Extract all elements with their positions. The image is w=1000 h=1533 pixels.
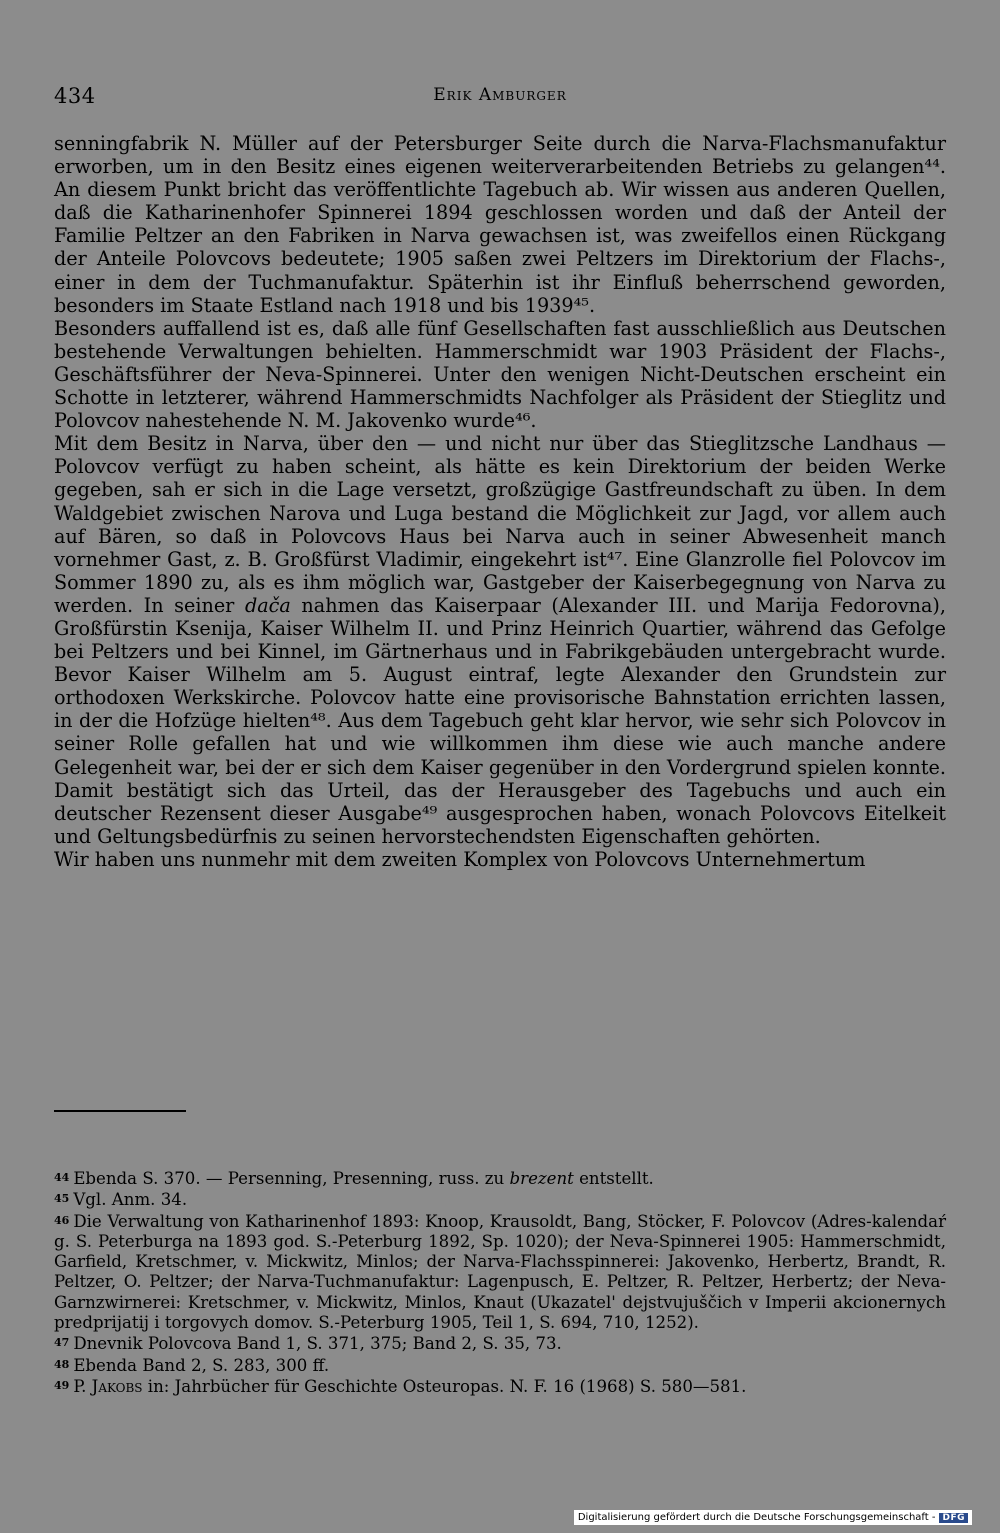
paragraph: Besonders auffallend ist es, daß alle fünf Gesellschaften fast ausschließlich aus Deutschen bestehende Verwaltungen behielten. Hammerschmidt war 1903 Präsident der Flachs-, Geschäftsführer der Neva-Spinnerei. Unter den wenigen Nicht-Deutschen erscheint ein Schotte in letzterer, während Hammerschmidts Nachfolger als Präsident der Stieglitz und Polovcov nahestehende N. M. Jakovenko wurde⁴⁶. xyxy=(54,316,946,433)
paragraph-text: nahmen das Kaiserpaar (Alexander III. und Marija Fedorovna), Großfürstin Ksenija, Kaiser Wilhelm II. und Prinz Heinrich Quartier, während das Gefolge bei Peltzers und bei Kinnel, im Gärtnerhaus und in Fabrikgebäuden untergebracht wurde. Bevor Kaiser Wilhelm am 5. August eintraf, legte Alexander den Grundstein zur orthodoxen Werkskirche. Polovcov hatte eine provisorische Bahnstation errichten lassen, in der die Hofzüge hielten⁴⁸. Aus dem Tagebuch geht klar hervor, wie sehr sich Polovcov in seiner Rolle gefallen hat und wie willkommen ihm diese wie auch manche andere Gelegenheit war, bei der er sich dem Kaiser gegenüber in den Vordergrund spielen konnte. Damit bestätigt sich das Urteil, das der Herausgeber des Tagebuchs und auch ein deutscher Rezensent dieser Ausgabe⁴⁹ ausgesprochen haben, wonach Polovcovs Eitelkeit und Geltungsbedürfnis zu seinen hervorstechendsten Eigenschaften gehörten. xyxy=(54,593,946,848)
footnote-author: P. Jakobs xyxy=(73,1376,143,1396)
footnote-text: Ebenda S. 370. — Persenning, Presenning, russ. zu xyxy=(73,1169,510,1188)
footnote-marker: 46 xyxy=(54,1213,70,1227)
italic-term: dača xyxy=(244,593,291,617)
footnote-text: in: Jahrbücher für Geschichte Osteuropas. N. F. 16 (1968) S. 580—581. xyxy=(142,1376,747,1396)
paragraph xyxy=(54,432,946,848)
running-title: Erik Amburger xyxy=(433,85,567,105)
paragraph-text: Mit dem Besitz in Narva, über den — und nicht nur über das Stieglitzsche Landhaus — Polovcov verfügt zu haben scheint, als hätte es kein Direktorium der beiden Werke gegeben, sah er sich in die Lage versetzt, großzügige Gastfreundschaft zu üben. In dem Waldgebiet zwischen Narova und Luga bestand die Möglichkeit zur Jagd, vor allem auch auf Bären, so daß in Polovcovs Haus bei Narva auch in seiner Abwesenheit manch vornehmer Gast, z. B. Großfürst Vladimir, eingekehrt ist⁴⁷. Eine Glanzrolle fiel Polovcov im Sommer 1890 zu, als es ihm möglich war, Gastgeber der Kaiserbegegnung von Narva zu werden. In seiner xyxy=(54,432,946,617)
footnote-44 xyxy=(54,1168,946,1189)
footnote-47 xyxy=(54,1333,946,1354)
footnote-45 xyxy=(54,1189,946,1210)
footnote-marker: 47 xyxy=(54,1336,70,1350)
footnote-marker: 49 xyxy=(54,1378,70,1392)
page-header xyxy=(54,84,946,114)
footnote-text: entstellt. xyxy=(573,1169,654,1188)
footnote-text: Dnevnik Polovcova Band 1, S. 371, 375; Band 2, S. 35, 73. xyxy=(73,1334,562,1354)
footnote-46 xyxy=(54,1211,946,1334)
italic-term: brezent xyxy=(509,1169,574,1188)
footnote-text: Die Verwaltung von Katharinenhof 1893: Knoop, Krausoldt, Bang, Stöcker, F. Polovcov (Adres-kalendaŕ g. S. Peterburga na 1893 god. S.-Peterburg 1892, Sp. 1020); der Neva-Spinnerei 1905: Hammerschmidt, Garfield, Kretschmer, v. Mickwitz, Minlos; der Narva-Flachsspinnerei: Jakovenko, Herbertz, Brandt, R. Peltzer, O. Peltzer; der Narva-Tuchmanufaktur: Lagenpusch, E. Peltzer, R. Peltzer, Herbertz; der Neva-Garnzwirnerei: Kretschmer, v. Mickwitz, Minlos, Knaut (Ukazatel' dejstvujuščich v Imperii akcionernych predprijatij i torgovych domov. S.-Peterburg 1905, Teil 1, S. 694, 710, 1252). xyxy=(54,1211,946,1333)
paragraph: Wir haben uns nunmehr mit dem zweiten Komplex von Polovcovs Unternehmertum xyxy=(54,847,866,871)
dfg-logo: DFG xyxy=(939,1513,968,1523)
footnote-marker: 45 xyxy=(54,1192,70,1206)
digitization-credit xyxy=(574,1510,972,1525)
page-number: 434 xyxy=(54,84,96,108)
footnote-49 xyxy=(54,1376,946,1397)
footnote-marker: 44 xyxy=(54,1171,70,1184)
footnote-text: Ebenda Band 2, S. 283, 300 ff. xyxy=(73,1355,330,1375)
paragraph: senningfabrik N. Müller auf der Petersburger Seite durch die Narva-Flachsmanufaktur erworben, um in den Besitz eines eigenen weiterverarbeitenden Betriebs zu gelangen⁴⁴. An diesem Punkt bricht das veröffentlichte Tagebuch ab. Wir wissen aus anderen Quellen, daß die Katharinenhofer Spinnerei 1894 geschlossen worden und daß der Anteil der Familie Peltzer an den Fabriken in Narva gewachsen ist, was zweifellos einen Rückgang der Anteile Polovcovs bedeutete; 1905 saßen zwei Peltzers im Direktorium der Flachs-, einer in dem der Tuchmanufaktur. Späterhin ist ihr Einfluß beherrschend geworden, besonders im Staate Estland nach 1918 und bis 1939⁴⁵. xyxy=(54,132,946,317)
footnote-divider xyxy=(54,1110,186,1112)
footnote-48 xyxy=(54,1355,946,1376)
footnote-marker: 48 xyxy=(54,1357,70,1371)
footnotes xyxy=(54,1168,946,1397)
credit-text: Digitalisierung gefördert durch die Deutsche Forschungsgemeinschaft - xyxy=(577,1512,936,1523)
main-text xyxy=(54,132,946,871)
footnote-text: Vgl. Anm. 34. xyxy=(73,1190,188,1210)
